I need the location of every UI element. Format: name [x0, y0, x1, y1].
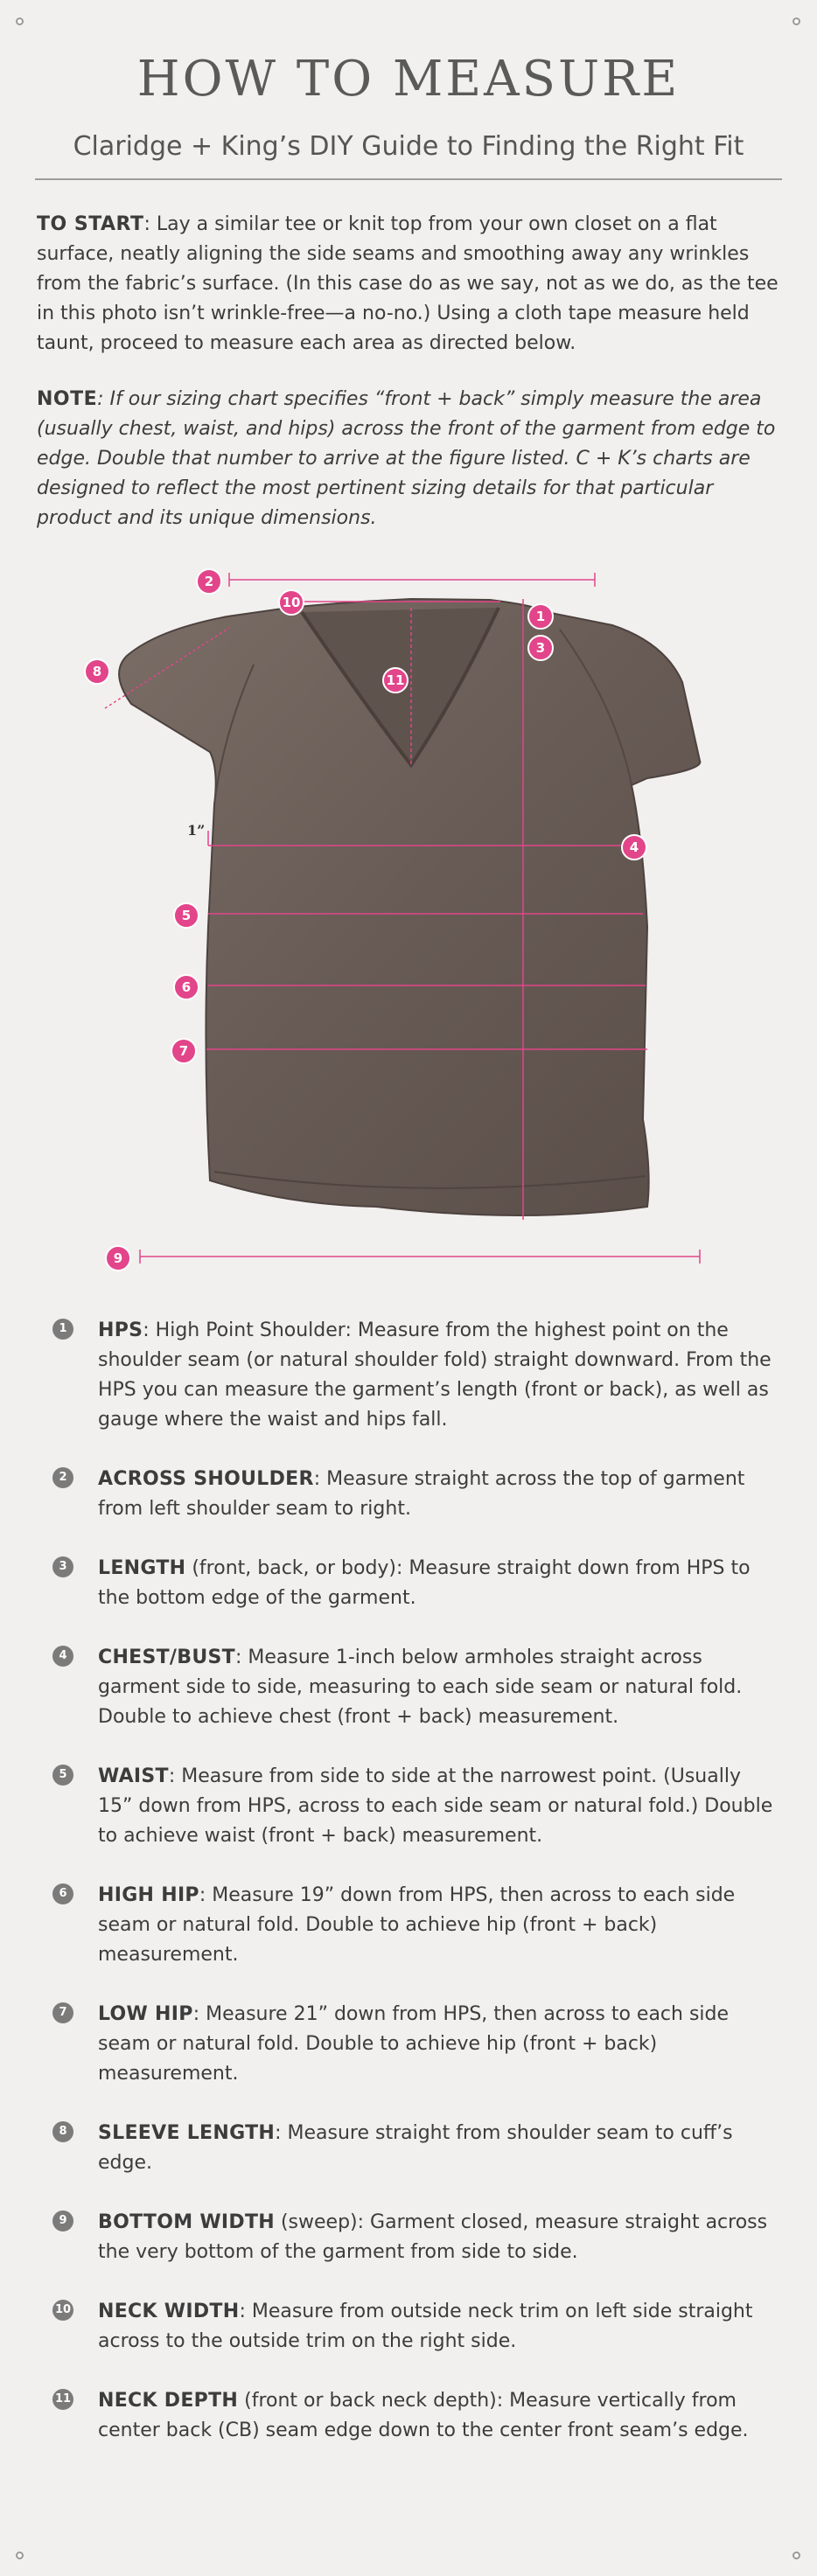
- to-start-paragraph: [37, 210, 782, 359]
- list-item: [52, 2000, 779, 2089]
- item-term: LOW HIP: [98, 2003, 193, 2025]
- item-number-badge: 10: [52, 2300, 73, 2321]
- item-number-badge: 4: [52, 1646, 73, 1667]
- item-term: SLEEVE LENGTH: [98, 2122, 276, 2144]
- badge-1: 1: [527, 603, 554, 630]
- item-term: BOTTOM WIDTH: [98, 2211, 275, 2233]
- note-label: NOTE: [37, 388, 98, 410]
- badge-9: 9: [105, 1245, 131, 1271]
- list-item: [52, 1554, 779, 1613]
- badge-6: 6: [173, 974, 199, 1000]
- list-item: [52, 2119, 779, 2178]
- item-text: : Measure from outside neck trim on left side straight across to the outside trim on the right side.: [98, 2301, 753, 2352]
- grommet-icon: [16, 2552, 24, 2559]
- item-number-badge: 8: [52, 2121, 73, 2142]
- item-number-badge: 2: [52, 1467, 73, 1488]
- tshirt-illustration: [0, 560, 817, 1285]
- divider: [35, 178, 782, 180]
- item-text: : Measure 21” down from HPS, then across to each side seam or natural fold. Double to achieve hip (front + back) measurement.: [98, 2003, 730, 2085]
- item-text: : Measure from side to side at the narrowest point. (Usually 15” down from HPS, across to each side seam or natural fold.) Double to achieve waist (front + back) measurement.: [98, 1765, 773, 1847]
- item-text: : Measure 19” down from HPS, then across to each side seam or natural fold. Double to achieve hip (front + back) measurement.: [98, 1884, 736, 1966]
- item-number-badge: 1: [52, 1319, 73, 1340]
- item-number-badge: 3: [52, 1556, 73, 1577]
- item-number-badge: 5: [52, 1765, 73, 1786]
- tshirt-diagram: [0, 560, 817, 1285]
- item-number-badge: 9: [52, 2210, 73, 2231]
- badge-7: 7: [171, 1038, 197, 1064]
- badge-2: 2: [196, 568, 222, 595]
- inch-label: 1”: [187, 822, 206, 839]
- to-start-label: TO START: [37, 213, 144, 235]
- item-term: LENGTH: [98, 1557, 186, 1579]
- item-term: NECK DEPTH: [98, 2390, 239, 2412]
- page-subtitle: Claridge + King’s DIY Guide to Finding the Right Fit: [73, 131, 744, 162]
- item-text: : Measure 1-inch below armholes straight across garment side to side, measuring to each side seam or natural fold. Double to achieve chest (front + back) measurement.: [98, 1647, 743, 1728]
- item-text: : Measure straight from shoulder seam to cuff’s edge.: [98, 2122, 733, 2174]
- grommet-icon: [793, 2552, 800, 2559]
- grommet-icon: [793, 17, 800, 25]
- page-title: HOW TO MEASURE: [136, 51, 681, 108]
- list-item: [52, 1881, 779, 1970]
- grommet-icon: [16, 17, 24, 25]
- badge-10: 10: [278, 589, 304, 616]
- list-item: [52, 1465, 779, 1524]
- item-term: ACROSS SHOULDER: [98, 1468, 314, 1490]
- item-number-badge: 6: [52, 1883, 73, 1904]
- to-start-text: : Lay a similar tee or knit top from your own closet on a flat surface, neatly aligning the side seams and smoothing away any wrinkles from the fabric’s surface. (In this case do as we say, not as we do, as the tee in this photo isn’t wrinkle-free—a no-no.) Using a cloth tape measure held taunt, proceed to measure each area as directed below.: [37, 213, 779, 354]
- item-term: HPS: [98, 1319, 143, 1341]
- item-number-badge: 11: [52, 2389, 73, 2410]
- badge-8: 8: [84, 658, 110, 685]
- item-term: WAIST: [98, 1765, 169, 1787]
- list-item: [52, 2208, 779, 2267]
- badge-4: 4: [621, 834, 647, 860]
- item-text: (sweep): Garment closed, measure straight across the very bottom of the garment from side to side.: [98, 2211, 768, 2263]
- list-item: [52, 2297, 779, 2357]
- badge-3: 3: [527, 635, 554, 661]
- list-item: [52, 2386, 779, 2446]
- note-paragraph: [37, 385, 782, 533]
- note-text: : If our sizing chart specifies “front + back” simply measure the area (usually chest, waist, and hips) across the front of the garment from edge to edge. Double that number to arrive at the figure listed. C + K’s charts are designed to reflect the most pertinent sizing details for that particular product and its unique dimensions.: [37, 388, 776, 529]
- list-item: [52, 1643, 779, 1732]
- item-term: HIGH HIP: [98, 1884, 199, 1906]
- list-item: [52, 1316, 779, 1435]
- item-term: NECK WIDTH: [98, 2301, 240, 2322]
- item-text: : Measure straight across the top of garment from left shoulder seam to right.: [98, 1468, 745, 1520]
- item-text: (front, back, or body): Measure straight down from HPS to the bottom edge of the garment.: [98, 1557, 751, 1609]
- badge-11: 11: [382, 667, 408, 693]
- badge-5: 5: [173, 902, 199, 929]
- item-text: : High Point Shoulder: Measure from the highest point on the shoulder seam (or natural shoulder fold) straight downward. From the HPS you can measure the garment’s length (front or back), as well as gauge where the waist and hips fall.: [98, 1319, 772, 1431]
- measurement-list: [52, 1316, 779, 2475]
- item-text: (front or back neck depth): Measure vertically from center back (CB) seam edge down to the center front seam’s edge.: [98, 2390, 749, 2441]
- list-item: [52, 1762, 779, 1851]
- item-term: CHEST/BUST: [98, 1647, 235, 1668]
- item-number-badge: 7: [52, 2002, 73, 2023]
